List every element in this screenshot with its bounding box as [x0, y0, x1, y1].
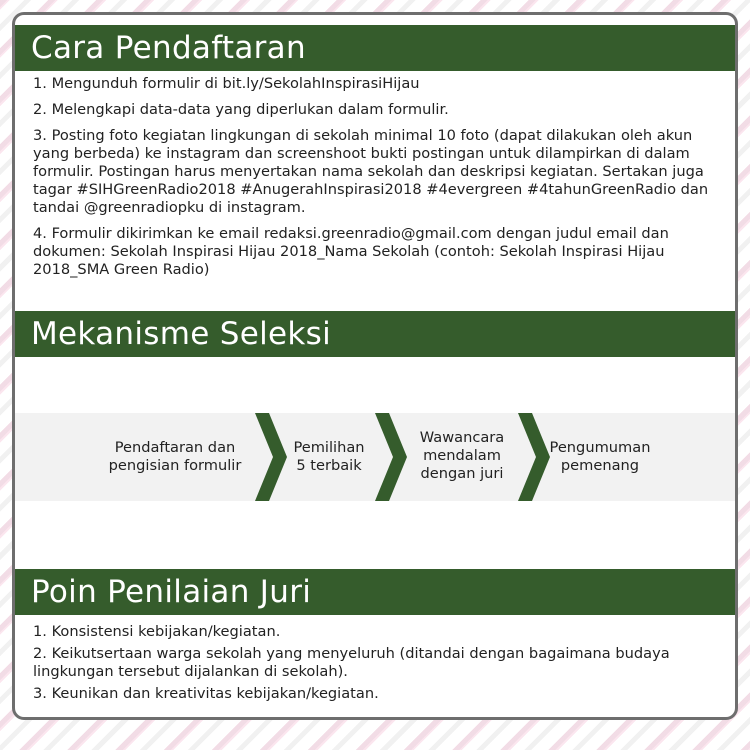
list-item: 2. Keikutsertaan warga sekolah yang menyeluruh (ditandai dengan bagaimana budaya lingkungan tersebut dijalankan di sekolah).	[33, 645, 670, 680]
step-interview: Wawancara mendalam dengan juri	[419, 429, 505, 482]
poster-card	[12, 12, 738, 720]
judging-list	[33, 623, 717, 707]
step-announcement: Pengumuman pemenang	[549, 439, 651, 474]
step-registration: Pendaftaran dan pengisian formulir	[108, 439, 242, 474]
section-title-registration: Cara Pendaftaran	[15, 25, 735, 71]
list-item: 2. Melengkapi data-data yang diperlukan dalam formulir.	[33, 101, 449, 118]
step-top-five: Pemilihan 5 terbaik	[293, 439, 365, 474]
chevron-right-icon	[375, 413, 407, 501]
section-title-judging: Poin Penilaian Juri	[15, 569, 735, 615]
list-item: 1. Konsistensi kebijakan/kegiatan.	[33, 623, 281, 640]
selection-steps	[15, 413, 735, 501]
list-item: 3. Keunikan dan kreativitas kebijakan/kegiatan.	[33, 685, 379, 702]
list-item: 1. Mengunduh formulir di bit.ly/SekolahInspirasiHijau	[33, 75, 420, 92]
section-title-selection: Mekanisme Seleksi	[15, 311, 735, 357]
registration-list	[33, 75, 717, 287]
list-item: 3. Posting foto kegiatan lingkungan di sekolah minimal 10 foto (dapat dilakukan oleh akun yang berbeda) ke instagram dan screenshoot bukti postingan untuk dilampirkan di dalam formulir. Postingan harus menyertakan nama sekolah dan deskripsi kegiatan. Sertakan juga tagar #SIHGreenRadio2018 #AnugerahInspirasi2018 #4evergreen #4tahunGreenRadio dan tandai @greenradiopku di instagram.	[33, 127, 709, 216]
list-item: 4. Formulir dikirimkan ke email redaksi.greenradio@gmail.com dengan judul email dan dokumen: Sekolah Inspirasi Hijau 2018_Nama Sekolah (contoh: Sekolah Inspirasi Hijau 2018_SMA Green Radio)	[33, 225, 669, 278]
chevron-right-icon	[255, 413, 287, 501]
